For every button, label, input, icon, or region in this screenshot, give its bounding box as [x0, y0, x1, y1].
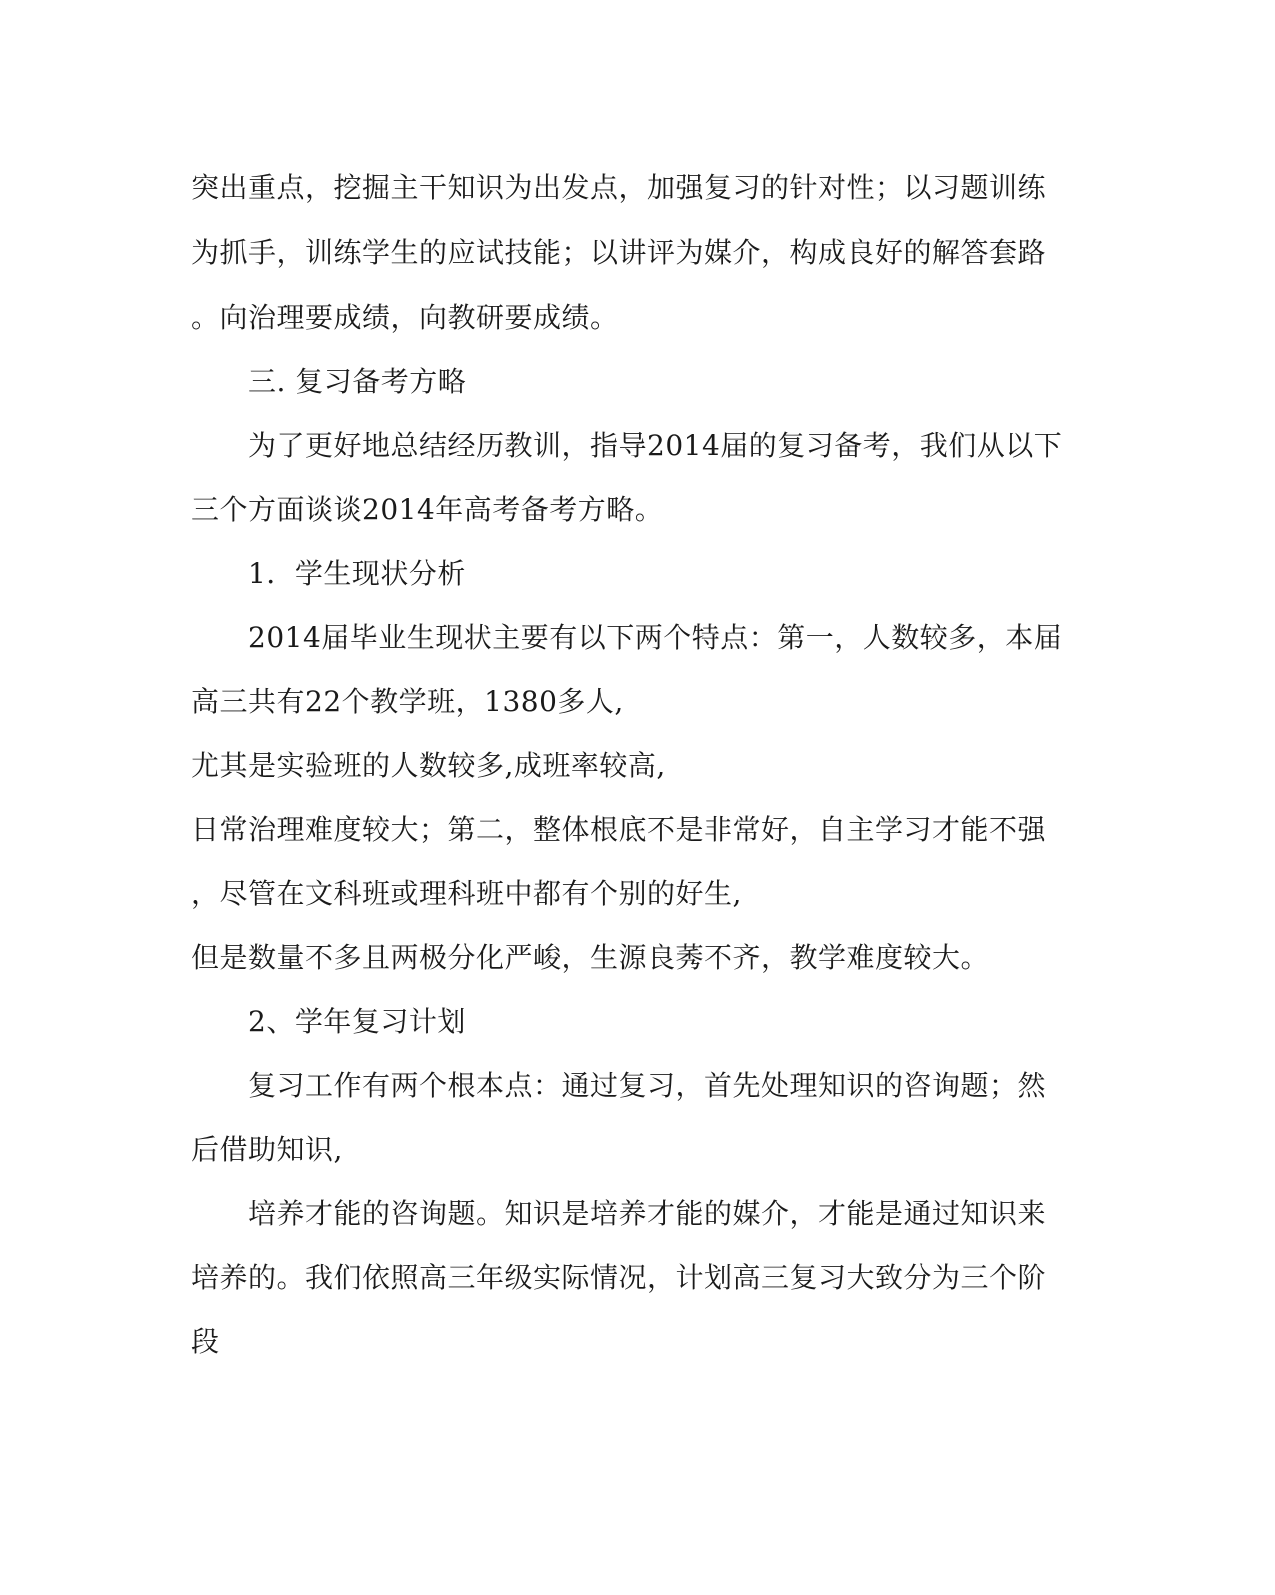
- paragraph-line: 三个方面谈谈2014年高考备考方略。: [191, 493, 664, 526]
- paragraph-line: 。向治理要成绩，向教研要成绩。: [191, 301, 619, 334]
- paragraph-line: 培养的。我们依照高三年级实际情况，计划高三复习大致分为三个阶: [191, 1261, 1047, 1294]
- paragraph-line: 突出重点，挖掘主干知识为出发点，加强复习的针对性；以习题训练: [191, 171, 1047, 204]
- paragraph-line: ，尽管在文科班或理科班中都有个别的好生,: [191, 877, 742, 910]
- paragraph-line: 尤其是实验班的人数较多,成班率较高,: [191, 749, 666, 782]
- section-heading: 三. 复习备考方略: [248, 365, 467, 398]
- paragraph-line: 为抓手，训练学生的应试技能；以讲评为媒介，构成良好的解答套路: [191, 236, 1047, 269]
- subsection-heading: 1．学生现状分析: [248, 557, 466, 590]
- paragraph-line: 2014届毕业生现状主要有以下两个特点：第一，人数较多，本届: [248, 621, 1063, 654]
- paragraph-line: 段: [191, 1325, 220, 1358]
- paragraph-line: 高三共有22个教学班，1380多人,: [191, 685, 624, 718]
- paragraph-line: 但是数量不多且两极分化严峻，生源良莠不齐，教学难度较大。: [191, 941, 990, 974]
- paragraph-line: 日常治理难度较大；第二，整体根底不是非常好，自主学习才能不强: [191, 813, 1047, 846]
- paragraph-line: 复习工作有两个根本点：通过复习，首先处理知识的咨询题；然: [248, 1069, 1047, 1102]
- paragraph-line: 为了更好地总结经历教训，指导2014届的复习备考，我们从以下: [248, 429, 1063, 462]
- subsection-heading: 2、学年复习计划: [248, 1005, 466, 1038]
- paragraph-line: 培养才能的咨询题。知识是培养才能的媒介，才能是通过知识来: [248, 1197, 1047, 1230]
- paragraph-line: 后借助知识,: [191, 1133, 343, 1166]
